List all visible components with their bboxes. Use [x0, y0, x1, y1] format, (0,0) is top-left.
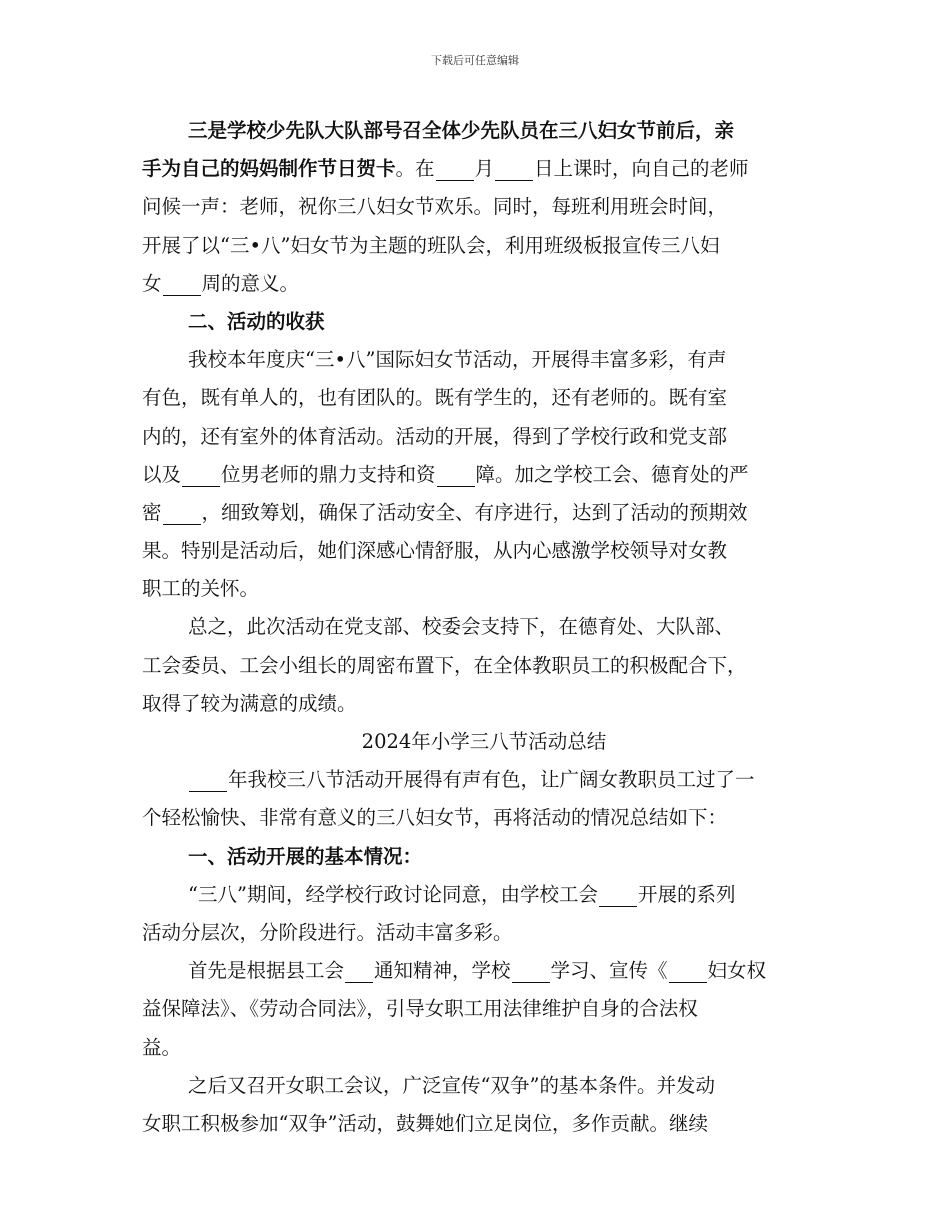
- fill-in-blank: [189, 769, 227, 792]
- text-line: [142, 838, 826, 876]
- text-line: [142, 341, 826, 379]
- page-header: 下载后可任意编辑: [431, 54, 519, 67]
- text-run: 取得了较为满意的成绩。: [142, 691, 357, 715]
- text-line: [142, 303, 826, 341]
- text-run: 障。加之学校工会、德育处的严: [475, 462, 749, 486]
- text-run: 益保障法》、《劳动合同法》，引导女职工用法律维护自身的合法权: [142, 997, 698, 1021]
- text-run: 有色，既有单人的，也有团队的。既有学生的，还有老师的。既有室: [142, 386, 728, 410]
- text-line: [142, 647, 826, 685]
- text-run: ，细致筹划，确保了活动安全、有序进行，达到了活动的预期效: [201, 500, 748, 524]
- text-run: 问候一声：老师，祝你三八妇女节欢乐。同时，每班利用班会时间，: [142, 195, 728, 219]
- text-run: 。在: [395, 157, 435, 181]
- text-run: 学习、宣传《: [550, 959, 668, 983]
- text-line: [142, 1067, 826, 1105]
- fill-in-blank: [495, 158, 533, 181]
- text-line: [142, 1029, 826, 1067]
- text-run: 周的意义。: [201, 271, 300, 295]
- text-run: 总之，此次活动在党支部、校委会支持下，在德育处、大队部、: [188, 615, 735, 639]
- text-run: 工会委员、工会小组长的周密布置下，在全体教职员工的积极配合下，: [142, 653, 747, 677]
- text-run: “三八”期间，经学校行政讨论同意，由学校工会: [188, 882, 598, 906]
- section-title: [142, 723, 826, 761]
- text-run: 内的，还有室外的体育活动。活动的开展，得到了学校行政和党支部: [142, 424, 728, 448]
- fill-in-blank: [163, 273, 201, 296]
- text-line: [142, 608, 826, 646]
- text-line: [142, 876, 826, 914]
- fill-in-blank: [512, 960, 550, 983]
- text-run: 一、活动开展的基本情况：: [188, 844, 423, 868]
- text-line: [142, 188, 826, 226]
- text-line: [142, 914, 826, 952]
- text-run: 位男老师的鼎力支持和资: [221, 462, 436, 486]
- text-run: 2024年小学三八节活动总结: [361, 730, 607, 753]
- text-run: 开展了以“三•八”妇女节为主题的班队会，利用班级板报宣传三八妇: [142, 233, 720, 257]
- text-line: [142, 265, 826, 303]
- text-run: 通知精神，学校: [374, 959, 511, 983]
- text-line: [142, 952, 826, 990]
- text-run: 女: [142, 271, 162, 295]
- text-line: [142, 532, 826, 570]
- text-run: 密: [142, 500, 162, 524]
- text-line: [142, 456, 826, 494]
- text-run: 果。特别是活动后，她们深感心情舒服，从内心感激学校领导对女教: [142, 539, 728, 563]
- text-line: [142, 990, 826, 1028]
- text-run: 女职工积极参加“双争”活动，鼓舞她们立足岗位，多作贡献。继续: [142, 1111, 708, 1135]
- text-line: [142, 150, 826, 188]
- text-run: 活动分层次，分阶段进行。活动丰富多彩。: [142, 920, 513, 944]
- text-run: 我校本年度庆“三•八”国际妇女节活动，开展得丰富多彩，有声: [188, 348, 727, 372]
- text-line: [142, 494, 826, 532]
- text-run: 年我校三八节活动开展得有声有色，让广阔女教职员工过了一: [228, 768, 755, 792]
- fill-in-blank: [669, 960, 707, 983]
- text-line: [142, 379, 826, 417]
- text-run: 三是学校少先队大队部号召全体少先队员在三八妇女节前后，亲: [188, 119, 735, 142]
- text-line: [142, 761, 826, 799]
- text-run: 首先是根据县工会: [188, 959, 345, 983]
- text-run: 益。: [142, 1035, 182, 1059]
- text-run: 月: [474, 157, 495, 181]
- text-run: 妇女权: [707, 959, 767, 983]
- fill-in-blank: [163, 502, 201, 525]
- document-body: [142, 112, 826, 1143]
- text-line: [142, 1105, 826, 1143]
- text-line: [142, 570, 826, 608]
- text-line: [142, 685, 826, 723]
- text-run: 手为自己的妈妈制作节日贺卡: [142, 157, 396, 181]
- fill-in-blank: [345, 960, 373, 983]
- fill-in-blank: [182, 464, 220, 487]
- text-run: 开展的系列: [637, 882, 736, 906]
- fill-in-blank: [437, 464, 475, 487]
- text-line: [142, 112, 826, 150]
- text-line: [142, 799, 826, 837]
- fill-in-blank: [436, 158, 474, 181]
- text-run: 日上课时，向自己的老师: [534, 157, 749, 181]
- text-run: 职工的关怀。: [142, 577, 260, 601]
- text-line: [142, 227, 826, 265]
- text-line: [142, 418, 826, 456]
- text-run: 二、活动的收获: [188, 309, 325, 333]
- text-run: 之后又召开女职工会议，广泛宣传“双争”的基本条件。并发动: [188, 1073, 715, 1097]
- text-run: 个轻松愉快、非常有意义的三八妇女节，再将活动的情况总结如下：: [142, 806, 728, 830]
- text-run: 以及: [142, 462, 182, 486]
- fill-in-blank: [599, 884, 637, 907]
